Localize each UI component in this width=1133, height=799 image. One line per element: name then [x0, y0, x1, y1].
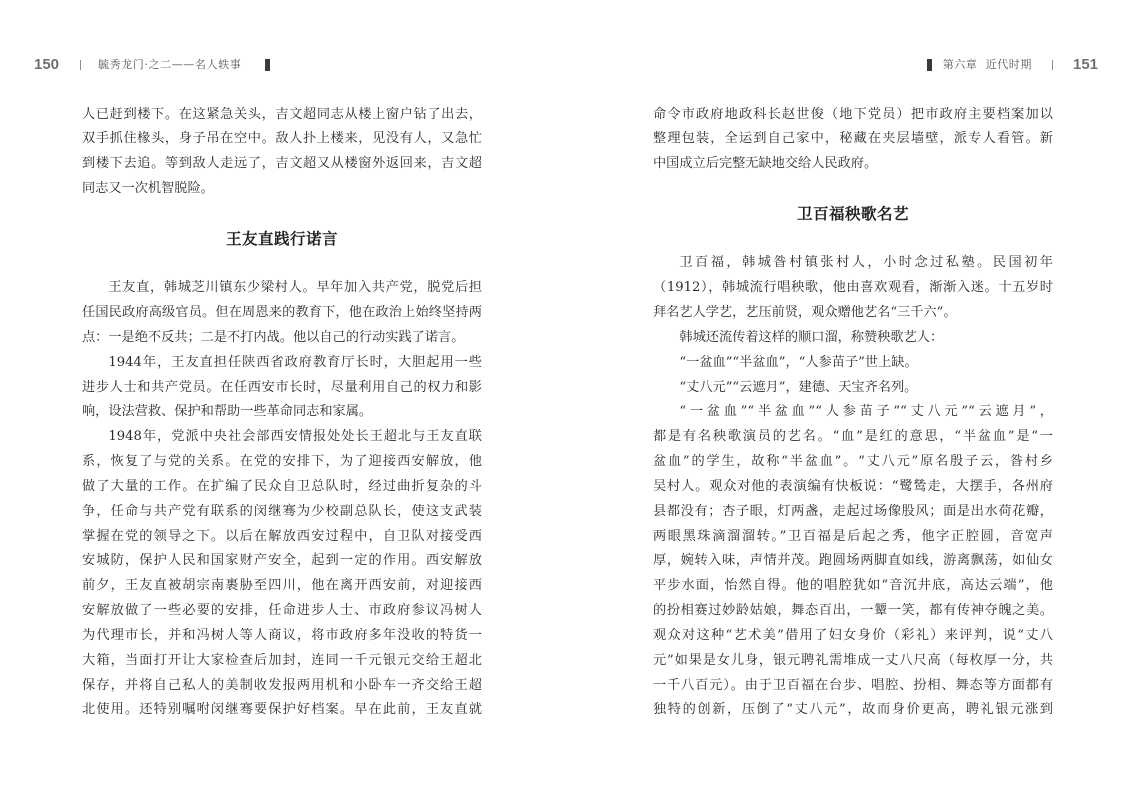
paragraph	[653, 376, 1053, 401]
text-line: 独特的创新，压倒了“丈八元”，故而身价更高，聘礼银元涨到	[653, 702, 1053, 718]
text-line: 争，任命与共产党有联系的闵继骞为少校副总队长，使这支武装	[82, 503, 482, 519]
running-title: 第六章 近代时期	[942, 58, 1032, 71]
text-line: 命令市政府地政科长赵世俊（地下党员）把市政府主要档案加以	[653, 106, 1053, 122]
text-line: 响，设法营救、保护和帮助一些革命同志和家属。	[82, 404, 373, 420]
paragraph	[82, 351, 482, 425]
right-page-body	[653, 103, 1053, 724]
text-line: 县都没有；杏子眼，灯两盏，走起过场像股风；面是出水荷花瓣，	[653, 503, 1053, 519]
text-line: 进步人士和共产党员。在任西安市长时，尽量利用自己的权力和影	[82, 379, 482, 395]
text-line: “一盆血”“半盆血”，“人参苗子”世上缺。	[679, 354, 918, 370]
paragraph	[82, 103, 482, 202]
text-line: 到楼下去追。等到敌人走远了，吉文超又从楼窗外返回来，吉文超	[82, 156, 482, 172]
text-line: 1944年，王友直担任陕西省政府教育厅长时，大胆起用一些	[108, 354, 482, 370]
text-line: 都是有名秧歌演员的艺名。“血”是红的意思，“半盆血”是“一	[653, 429, 1053, 445]
text-line: 的扮相赛过妙龄姑娘，舞态百出，一颦一笑，都有传神夺魄之美。	[653, 603, 1053, 619]
section-heading: 卫百福秧歌名艺	[796, 203, 909, 223]
paragraph	[653, 351, 1053, 376]
page-number: 150	[34, 56, 60, 73]
text-line: 大箱，当面打开让大家检查后加封，连同一千元银元交给王超北	[82, 652, 482, 668]
header-divider	[1052, 60, 1053, 70]
text-line: 安城防，保护人民和国家财产安全，起到一定的作用。西安解放	[82, 553, 482, 569]
text-line: 吴村人。观众对他的表演编有快板说：“鹭鸶走，大摆手，各州府	[653, 478, 1053, 494]
text-line: 掌握在党的领导之下。以后在解放西安过程中，自卫队对接受西	[82, 528, 482, 544]
running-title: 毓秀龙门·之二——名人轶事	[98, 58, 242, 71]
text-line: 一千八百元）。由于卫百福在台步、唱腔、扮相、舞态等方面都有	[653, 677, 1053, 693]
text-line: 保存，并将自己私人的美制收发报两用机和小卧车一齐交给王超	[82, 677, 482, 693]
text-line: 为代理市长，并和冯树人等人商议，将市政府多年没收的特货一	[82, 627, 482, 643]
header-marker	[927, 59, 932, 71]
text-line: 观众对这种“艺术美”借用了妇女身价（彩礼）来评判，说“丈八	[653, 627, 1053, 643]
text-line: 同志又一次机智脱险。	[82, 180, 214, 196]
text-line: 卫百福，韩城昝村镇张村人，小时念过私塾。民国初年	[679, 255, 1053, 271]
text-line: 盆血”的学生，故称“半盆血”。“丈八元”原名殷子云，昝村乡	[653, 454, 1053, 470]
text-line: 做了大量的工作。在扩编了民众自卫总队时，经过曲折复杂的斗	[82, 478, 482, 494]
text-line: 系，恢复了与党的关系。在党的安排下，为了迎接西安解放，他	[82, 454, 482, 470]
text-line: 1948年，党派中央社会部西安情报处处长王超北与王友直联	[108, 429, 482, 445]
text-line: 任国民政府高级官员。但在周恩来的教育下，他在政治上始终坚持两	[82, 305, 482, 321]
left-page-body	[82, 103, 482, 724]
text-line: “一盆血”“半盆血”“人参苗子”“丈八元”“云遮月”，	[679, 404, 1053, 420]
paragraph	[82, 276, 482, 350]
paragraph	[82, 425, 482, 723]
text-line: 人已赶到楼下。在这紧急关头，吉文超同志从楼上窗户钻了出去，	[82, 106, 482, 122]
paragraph	[653, 103, 1053, 177]
section-heading: 王友直践行诺言	[225, 228, 338, 248]
paragraph	[653, 400, 1053, 723]
page-number: 151	[1073, 56, 1099, 73]
text-line: 点：一是绝不反共；二是不打内战。他以自己的行动实践了诺言。	[82, 329, 465, 345]
header-marker	[265, 59, 270, 71]
text-line: 王友直，韩城芝川镇东少梁村人。早年加入共产党，脱党后担	[108, 280, 482, 296]
text-line: 厚，婉转入味，声情并茂。跑圆场两脚直如线，游离飘荡，如仙女	[653, 553, 1053, 569]
left-page	[0, 0, 566, 799]
text-line: 平步水面，怡然自得。他的唱腔犹如“音沉井底，高达云端”，他	[653, 578, 1053, 594]
text-line: 韩城还流传着这样的顺口溜，称赞秧歌艺人：	[679, 329, 944, 345]
text-line: 前夕，王友直被胡宗南裹胁至四川，他在离开西安前，对迎接西	[82, 578, 482, 594]
text-line: 安解放做了一些必要的安排，任命进步人士、市政府参议冯树人	[82, 603, 482, 619]
text-line: 双手抓住椽头，身子吊在空中。敌人扑上楼来，见没有人，又急忙	[82, 131, 482, 147]
header-divider	[80, 60, 81, 70]
paragraph	[653, 251, 1053, 325]
text-line: 整理包装，全运到自己家中，秘藏在夹层墙壁，派专人看管。新	[653, 131, 1053, 147]
paragraph	[653, 326, 1053, 351]
text-line: 拜名艺人学艺，艺压前贤，观众赠他艺名“三千六”。	[653, 305, 957, 321]
text-line: 中国成立后完整无缺地交给人民政府。	[653, 156, 878, 172]
text-line: 元”如果是女儿身，银元聘礼需堆成一丈八尺高（每枚厚一分，共	[653, 652, 1053, 668]
right-page	[566, 0, 1133, 799]
text-line: 两眼黑珠滴溜溜转。”卫百福是后起之秀，他字正腔圆，音宽声	[653, 528, 1053, 544]
text-line: “丈八元”“云遮月”，建德、天宝齐名列。	[679, 379, 918, 395]
text-line: 北使用。还特别嘱咐闵继骞要保护好档案。早在此前，王友直就	[82, 702, 482, 718]
text-line: （1912），韩城流行唱秧歌，他由喜欢观看，渐渐入迷。十五岁时	[653, 280, 1053, 296]
